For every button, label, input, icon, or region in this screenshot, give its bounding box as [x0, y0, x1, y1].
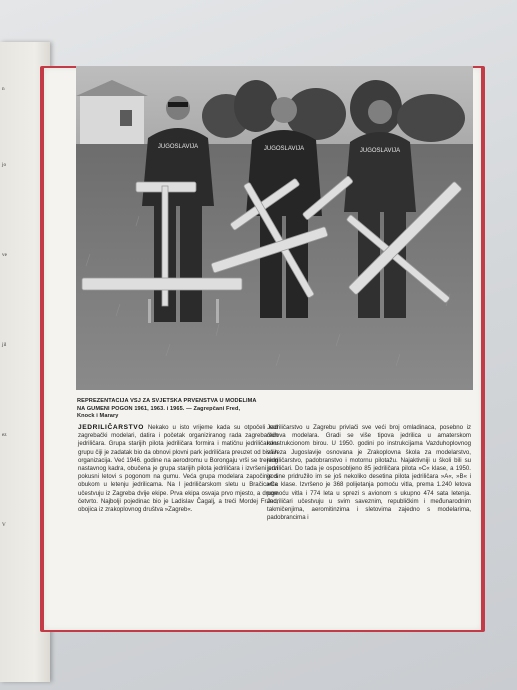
left-page-fragment: jil — [2, 342, 7, 348]
left-page-fragment: n — [2, 86, 5, 92]
photo-illustration — [76, 66, 473, 390]
body-text: Jedriličarstvo u Zagrebu privlači sve veći broj omladinaca, posebno iz redova modelara. Gradi se više tipova jedrilica u amaterskom konstrukcionom birou. U 1950. godini po instrukcijama Vazduhoplovnog saveza Jugoslavije osnovana je Zrakoplovna škola za modelarstvo, jedriličarstvo, padobranstvo i motornu pilotažu. Najaktivniji u školi bili su jedriličari. Do tada je osposobljeno 85 jedriličara pilota »C« klase, a 1950. godine pridružilo im se još nekoliko desetina pilota jedriličara »A«, »B« i »C« klase. Izvršeno je 368 polijetanja pomoću vitla, prema 1.240 letova pomoću vitla i 774 leta u sprezi s avionom s ukupno 474 sata letenja. Jedriličari učestvuju u svim saveznim, republičkim i međunarodnim takmičenjima, aeromitinzima i sletovima zajedno s modelarima, padobrancima i — [267, 424, 471, 522]
article-right-column — [267, 424, 471, 522]
left-page-fragment: ve — [2, 252, 7, 258]
body-text: Nekako u isto vrijeme kada su otpočeli rad zagrebački modelari, datira i početak organiziranog rada zagrebačkih jedriličara. Grupa starijih pilota jedriličara formira i matičnu jedriličarsku grupu čiji je zadatak bio da obnovi plovni park jedriličara preuzet od bivših organizacija. Već 1946. godine na aerodromu u Borongaju vrši se trening nastavnog kadra, obučena je grupa starijih pilota jedriličara i izvršeni prvi pokusni letovi s pogonom na gumu. Veća grupa modelara započinje s obukom u letenju jedrilicama. Na I jedriličarskom sletu u Bračicama učestvuju iz Zagreba dvije ekipe. Prva ekipa osvaja prvo mjesto, a druge četvrto. Najbolji pojedinac bio je Ladislav Čagalj, a treći Mordej Franc, obojica iz zrakoplovnog društva »Zagreb«. — [78, 424, 278, 514]
caption-line: REPREZENTACIJA VSJ ZA SVJETSKA PRVENSTVA U MODELIMA — [77, 398, 257, 404]
left-page-fragment: V — [2, 522, 6, 528]
article-left-column — [78, 424, 278, 514]
left-page-fragment: ez — [2, 432, 7, 438]
section-heading: JEDRILIČARSTVO — [78, 424, 144, 431]
jersey-text: JUGOSLAVIJA — [359, 148, 401, 154]
caption-line: NA GUMENI POGON 1961, 1963. i 1965. — Zagrepčani Fred, — [77, 405, 241, 412]
team-photograph — [76, 66, 473, 390]
jersey-text: JUGOSLAVIJA — [263, 146, 305, 152]
jersey-text: JUGOSLAVIJA — [157, 144, 199, 150]
photo-caption — [77, 398, 472, 421]
caption-line: Knock i Marary — [77, 413, 119, 420]
left-page-fragment: jo — [2, 162, 7, 168]
